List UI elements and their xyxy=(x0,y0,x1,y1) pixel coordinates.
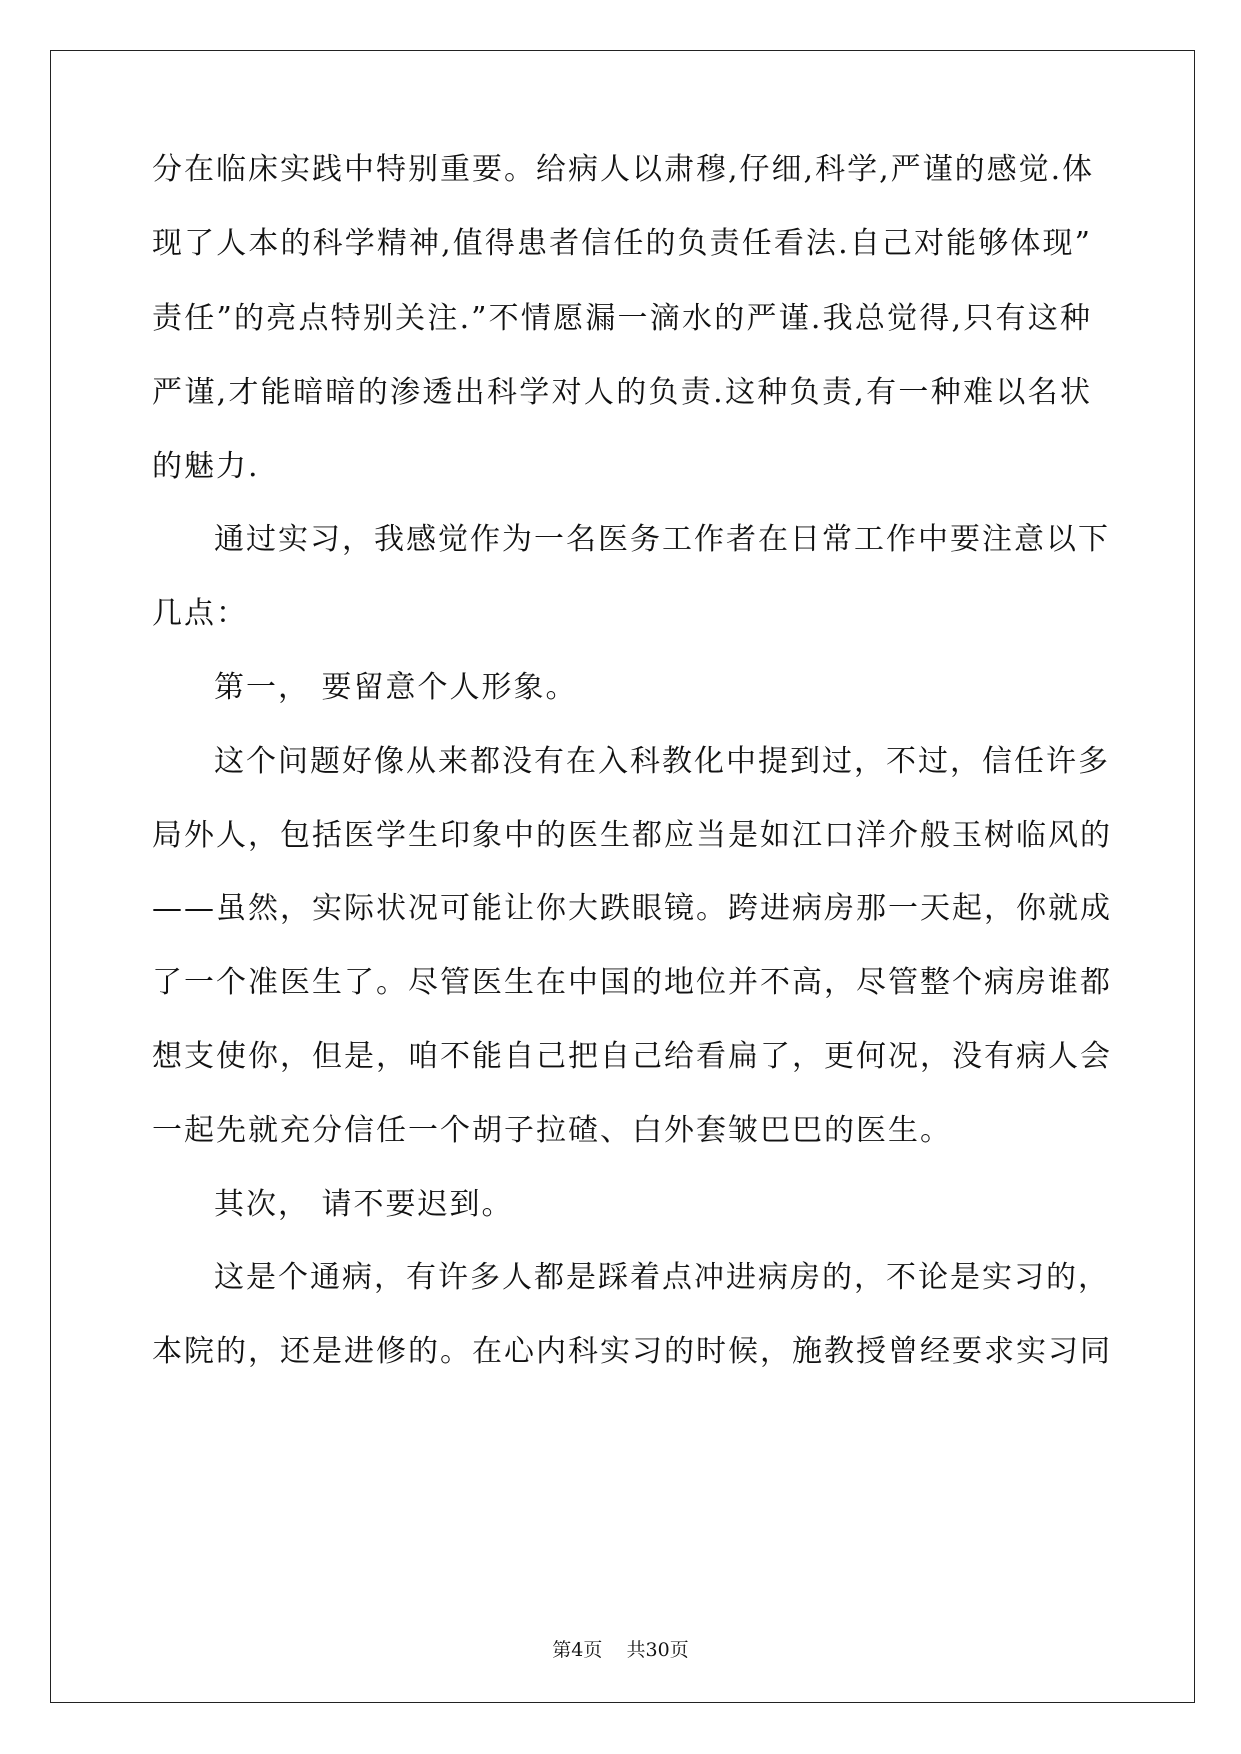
section-heading: 其次， 请不要迟到。 xyxy=(214,1187,514,1222)
text-line: 分在临床实践中特别重要。给病人以肃穆,仔细,科学,严谨的感觉.体 xyxy=(152,152,1095,187)
page-number: 第4页 共30页 xyxy=(552,1639,689,1661)
text-line: 严谨,才能暗暗的渗透出科学对人的负责.这种负责,有一种难以名状 xyxy=(152,375,1092,410)
text-line: 的魅力. xyxy=(152,449,260,484)
text-line: 一起先就充分信任一个胡子拉碴、白外套皱巴巴的医生。 xyxy=(152,1113,952,1148)
page-border xyxy=(50,50,1195,1703)
text-line: 责任”的亮点特别关注.”不情愿漏一滴水的严谨.我总觉得,只有这种 xyxy=(152,301,1092,336)
text-line: ——虽然，实际状况可能让你大跌眼镜。跨进病房那一天起，你就成 xyxy=(152,891,1112,926)
text-line: 了一个准医生了。尽管医生在中国的地位并不高，尽管整个病房谁都 xyxy=(152,965,1112,1000)
text-line: 现了人本的科学精神,值得患者信任的负责任看法.自己对能够体现” xyxy=(152,226,1092,261)
text-line: 想支使你，但是，咱不能自己把自己给看扁了，更何况，没有病人会 xyxy=(152,1039,1112,1074)
text-line: 局外人，包括医学生印象中的医生都应当是如江口洋介般玉树临风的 xyxy=(152,818,1112,853)
section-heading: 第一， 要留意个人形象。 xyxy=(214,670,578,705)
paragraph-first-line: 这是个通病，有许多人都是踩着点冲进病房的，不论是实习的， xyxy=(214,1260,1110,1295)
text-line: 本院的，还是进修的。在心内科实习的时候，施教授曾经要求实习同 xyxy=(152,1334,1112,1369)
paragraph-first-line: 这个问题好像从来都没有在入科教化中提到过，不过，信任许多 xyxy=(214,744,1110,779)
paragraph-first-line: 通过实习，我感觉作为一名医务工作者在日常工作中要注意以下 xyxy=(214,522,1110,557)
text-line: 几点： xyxy=(152,596,248,631)
